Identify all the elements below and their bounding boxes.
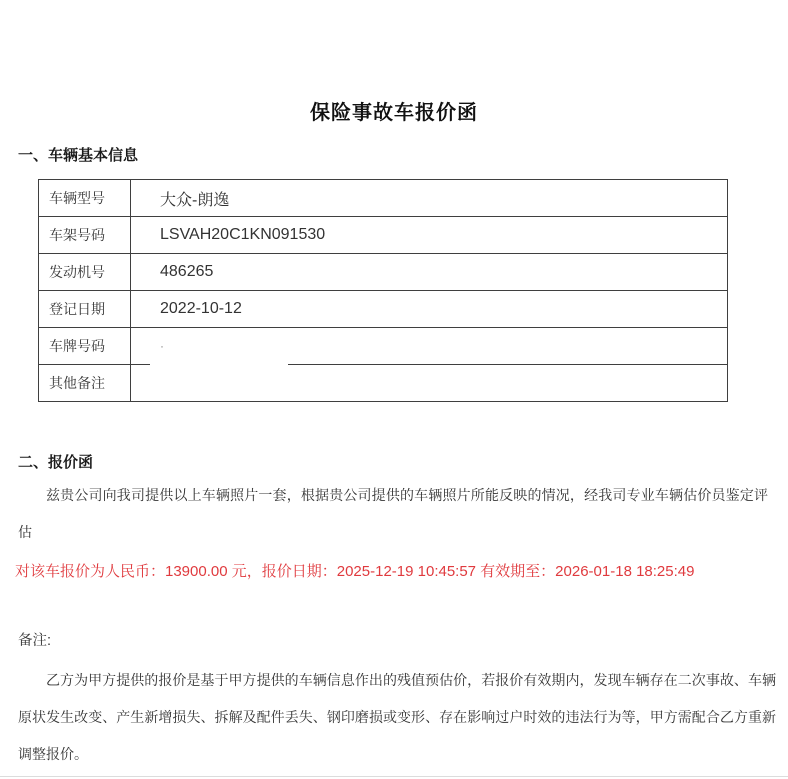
table-row-vehicle-model: [39, 180, 728, 217]
table-row-vin: [39, 217, 728, 254]
quotation-intro-paragraph: 兹贵公司向我司提供以上车辆照片一套，根据贵公司提供的车辆照片所能反映的情况，经我司专业车辆估价员鉴定评估: [18, 487, 768, 540]
vehicle-model-value: 大众-朗逸: [160, 191, 230, 209]
vin-value-cell: [131, 217, 728, 254]
register-date-value-cell: [131, 291, 728, 328]
plate-no-value-cell: [131, 328, 728, 365]
engine-no-value-cell: [131, 254, 728, 291]
other-remarks-label-cell: [39, 365, 131, 402]
plate-no-label: 车牌号码: [49, 338, 105, 354]
table-row-engine-no: [39, 254, 728, 291]
page-bottom-divider: [0, 776, 788, 777]
table-border-gap-patch: [150, 361, 288, 368]
register-date-label-cell: [39, 291, 131, 328]
engine-no-label-cell: [39, 254, 131, 291]
section-heading-quotation: 二、报价函: [18, 454, 94, 471]
price-line: 对该车报价为人民币：13900.00 元，报价日期：2025-12-19 10:45:57 有效期至：2026-01-18 18:25:49: [15, 563, 695, 580]
plate-no-label-cell: [39, 328, 131, 365]
register-date-label: 登记日期: [49, 301, 105, 317]
vehicle-model-label: 车辆型号: [49, 190, 105, 206]
other-remarks-value-cell: [131, 365, 728, 402]
document-title: 保险事故车报价函: [310, 102, 478, 124]
other-remarks-label: 其他备注: [49, 375, 105, 391]
vin-value: LSVAH20C1KN091530: [160, 226, 326, 243]
register-date-value: 2022-10-12: [160, 300, 242, 317]
section-heading-vehicle-info: 一、车辆基本信息: [18, 147, 139, 164]
plate-no-redaction-dot: ·: [160, 339, 164, 353]
table-row-plate-no: [39, 328, 728, 365]
table-row-register-date: [39, 291, 728, 328]
engine-no-label: 发动机号: [49, 264, 105, 280]
vehicle-model-label-cell: [39, 180, 131, 217]
vehicle-model-value-cell: [131, 180, 728, 217]
vin-label-cell: [39, 217, 131, 254]
engine-no-value: 486265: [160, 263, 214, 280]
remarks-paragraph: 乙方为甲方提供的报价是基于甲方提供的车辆信息作出的残值预估价，若报价有效期内，发现车辆存在二次事故、车辆原状发生改变、产生新增损失、拆解及配件丢失、钢印磨损或变形、存在影响过户时效的违法行为等，甲方需配合乙方重新调整报价。: [18, 672, 776, 762]
vehicle-info-table: [38, 179, 728, 402]
vin-label: 车架号码: [49, 227, 105, 243]
table-row-other-remarks: [39, 365, 728, 402]
remarks-label: 备注:: [18, 633, 52, 649]
